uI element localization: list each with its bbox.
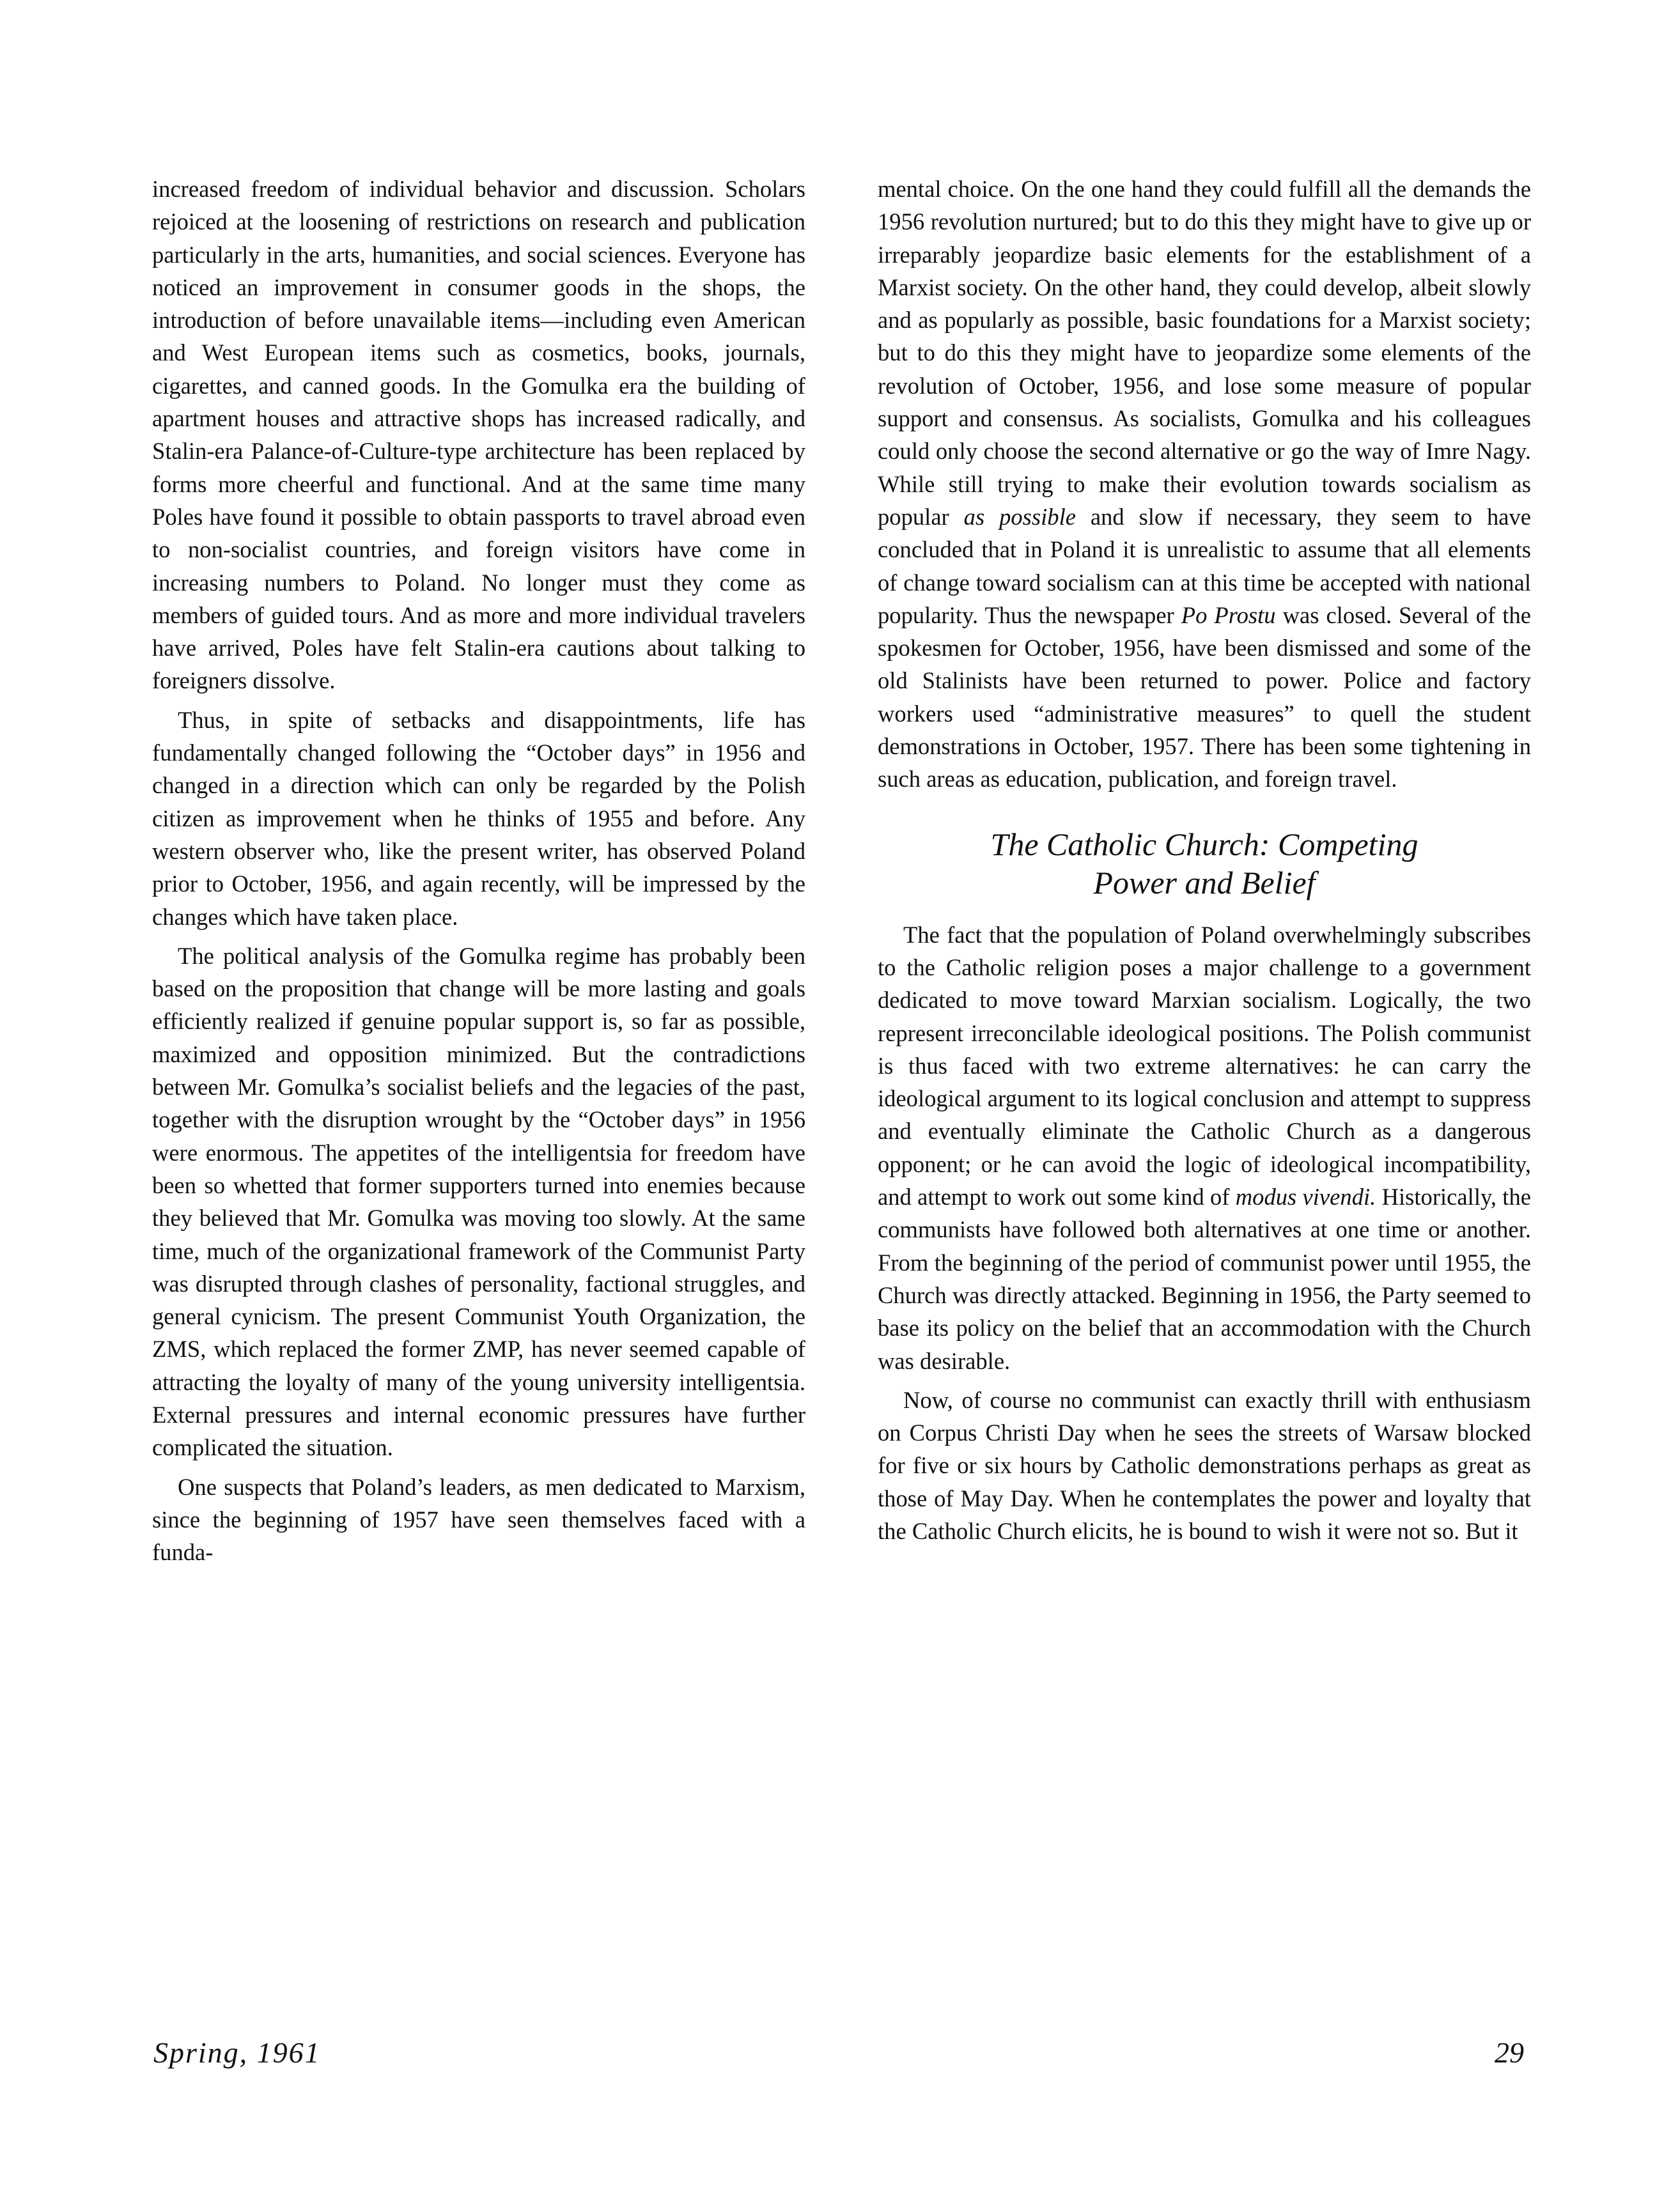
right-paragraph-2 <box>878 918 1531 1377</box>
latin-phrase: modus vivendi. <box>1235 1184 1376 1210</box>
left-column <box>152 173 805 1568</box>
right-paragraph-1-emphasis-a: as possible <box>963 503 1076 530</box>
section-heading-line-2: Power and Belief <box>1093 864 1316 901</box>
left-paragraph-1: increased freedom of individual behavior and discussion. Scholars rejoiced at the loosening of restrictions on research and publication particularly in the arts, humanities, and social sciences. Everyone has noticed an improvement in consumer goods in the shops, the introduction of before unavailable items—including even American and West European items such as cosmetics, books, journals, cigarettes, and canned goods. In the Gomulka era the building of apartment houses and attractive shops has increased radically, and Stalin-era Palance-of-Culture-type architecture has been replaced by forms more cheerful and functional. And at the same time many Poles have found it possible to obtain passports to travel abroad even to non-socialist countries, and foreign visitors have come in increasing numbers to Poland. No longer must they come as members of guided tours. And as more and more individual travelers have arrived, Poles have felt Stalin-era cautions about talking to foreigners dissolve. <box>152 176 805 694</box>
newspaper-title: Po Prostu <box>1181 601 1276 628</box>
right-column <box>878 173 1531 1547</box>
page-number: 29 <box>1495 2036 1524 2069</box>
right-paragraph-2-text-b: Historically, the communists have followed both alternatives at one time or another. From the beginning of the period of communist power until 1955, the Church was directly attacked. Beginning in 1956, the Party seemed to base its policy on the belief that an accommodation with the Church was desirable. <box>878 1184 1531 1374</box>
right-paragraph-1 <box>878 173 1531 796</box>
section-heading <box>878 825 1531 902</box>
right-paragraph-1-text-a: mental choice. On the one hand they could fulfill all the demands the 1956 revolution nurtured; but to do this they might have to give up or irreparably jeopardize basic elements for the establishment of a Marxist society. On the other hand, they could develop, albeit slowly and as popularly as possible, basic foundations for a Marxist society; but to do this they might have to jeopardize some elements of the revolution of October, 1956, and lose some measure of popular support and consensus. As socialists, Gomulka and his colleagues could only choose the second alternative or go the way of Imre Nagy. While still trying to make their evolution towards socialism as popular <box>878 176 1531 530</box>
right-paragraph-1-text-c: was closed. Several of the spokesmen for October, 1956, have been dismissed and some of the old Stalinists have been returned to power. Police and factory workers used “administrative measures” to quell the student demonstrations in October, 1957. There has been some tightening in such areas as education, publication, and foreign travel. <box>878 601 1531 793</box>
right-paragraph-3: Now, of course no communist can exactly thrill with enthusiasm on Corpus Christi Day when he sees the streets of Warsaw blocked for five or six hours by Catholic demonstrations perhaps as great as those of May Day. When he contemplates the power and loyalty that the Catholic Church elicits, he is bound to wish it were not so. But it <box>878 1386 1531 1544</box>
section-heading-line-1: The Catholic Church: Competing <box>990 826 1418 862</box>
right-paragraph-2-text-a: The fact that the population of Poland overwhelmingly subscribes to the Catholic religion poses a major challenge to a government dedicated to move toward Marxian socialism. Logically, the two represent irreconcilable ideological positions. The Polish communist is thus faced with two extreme alternatives: he can carry the ideological argument to its logical conclusion and attempt to suppress and eventually eliminate the Catholic Church as a dangerous opponent; or he can avoid the logic of ideological incompatibility, and attempt to work out some kind of <box>878 921 1531 1210</box>
left-paragraph-2: Thus, in spite of setbacks and disappointments, life has fundamentally changed following the “October days” in 1956 and changed in a direction which can only be regarded by the Polish citizen as improvement when he thinks of 1955 and before. Any western observer who, like the present writer, has observed Poland prior to October, 1956, and again recently, will be impressed by the changes which have taken place. <box>152 706 805 930</box>
issue-footer: Spring, 1961 <box>153 2036 321 2069</box>
right-paragraph-1-text-b: and slow if necessary, they seem to have concluded that in Poland it is unrealistic to assume that all elements of change toward socialism can at this time be accepted with national popularity. Thus the newspaper <box>878 503 1531 628</box>
left-paragraph-4: One suspects that Poland’s leaders, as men dedicated to Marxism, since the beginning of 1957 have seen themselves faced with a funda- <box>152 1473 805 1566</box>
left-paragraph-3: The political analysis of the Gomulka regime has probably been based on the proposition that change will be more lasting and goals efficiently realized if genuine popular support is, so far as possible, maximized and opposition minimized. But the contradictions between Mr. Gomulka’s socialist beliefs and the legacies of the past, together with the disruption wrought by the “October days” in 1956 were enormous. The appetites of the intelligentsia for freedom have been so whetted that former supporters turned into enemies because they believed that Mr. Gomulka was moving too slowly. At the same time, much of the organizational framework of the Communist Party was disrupted through clashes of personality, factional struggles, and general cynicism. The present Communist Youth Organization, the ZMS, which replaced the former ZMP, has never seemed capable of attracting the loyalty of many of the young university intelligentsia. External pressures and internal economic pressures have further complicated the situation. <box>152 942 805 1461</box>
